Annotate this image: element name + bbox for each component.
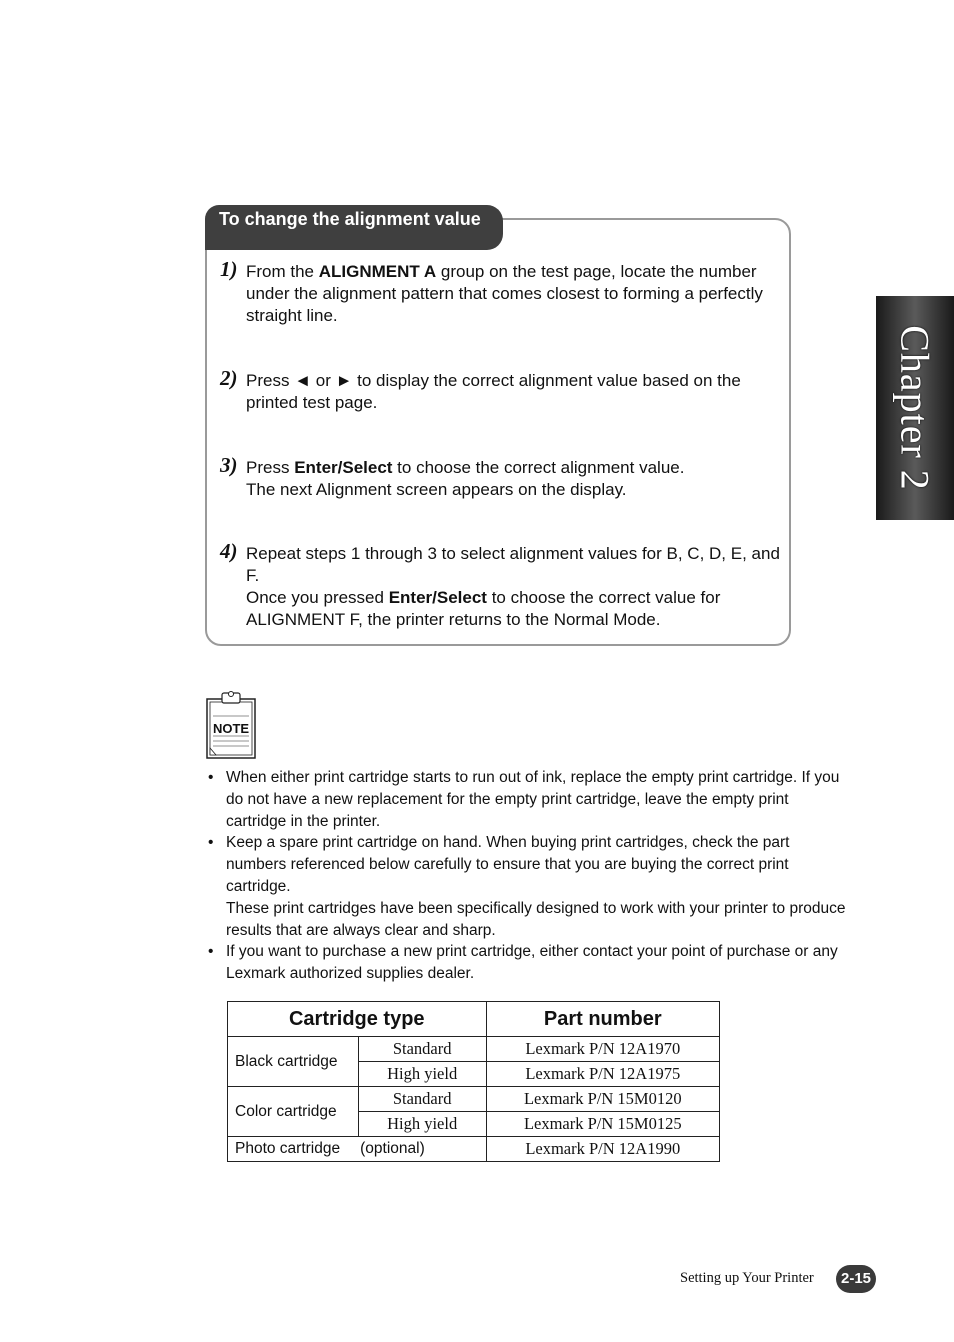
part-number-cell: Lexmark P/N 12A1990 (486, 1137, 719, 1162)
table-row (228, 1087, 720, 1112)
chapter-tab-label: Chapter 2 (892, 325, 938, 491)
variant-cell: Standard (358, 1037, 486, 1062)
procedure-title: To change the alignment value (205, 205, 503, 250)
step-text: Press Enter/Select to choose the correct alignment value. The next Alignment screen appears on the display. (246, 458, 685, 499)
note-clipboard-icon (206, 690, 256, 760)
table-row (228, 1137, 720, 1162)
step-text: Press ◄ or ► to display the correct alignment value based on the printed test page. (246, 371, 741, 412)
list-item: • Keep a spare print cartridge on hand. When buying print cartridges, check the part numbers referenced below carefully to ensure that you are buying the correct print cartridge. These print cartridges have been specifically designed to work with your printer to produce results that are always clear and sharp. (208, 834, 846, 939)
variant-cell: High yield (358, 1112, 486, 1137)
variant-cell: Standard (358, 1087, 486, 1112)
list-item: • When either print cartridge starts to run out of ink, replace the empty print cartridge. If you do not have a new replacement for the empty print cartridge, leave the empty print cartridge in the printer. (208, 769, 840, 830)
cartridge-table (227, 1001, 720, 1162)
right-arrow-icon: ► (335, 371, 353, 390)
chapter-tab (876, 296, 954, 520)
step-text: Repeat steps 1 through 3 to select alignment values for B, C, D, E, and F. Once you pressed Enter/Select to choose the correct value for ALIGNMENT F, the printer returns to the Normal Mode. (246, 544, 780, 629)
list-item: • If you want to purchase a new print cartridge, either contact your point of purchase or any Lexmark authorized supplies dealer. (208, 943, 838, 983)
bullet-icon: • (208, 943, 214, 961)
step-number: 3) (220, 453, 238, 477)
page-number-badge: 2-15 (836, 1265, 876, 1293)
note-icon-label: NOTE (212, 721, 250, 736)
table-row (228, 1037, 720, 1062)
note-list (208, 767, 848, 985)
step-3 (220, 453, 786, 501)
step-number: 1) (220, 257, 238, 281)
bullet-icon: • (208, 834, 214, 852)
step-2 (220, 366, 786, 414)
optional-note: (optional) (360, 1140, 425, 1157)
cartridge-type-cell: Photo cartridge (optional) (228, 1137, 487, 1162)
variant-cell: High yield (358, 1062, 486, 1087)
part-number-cell: Lexmark P/N 12A1970 (486, 1037, 719, 1062)
part-number-cell: Lexmark P/N 12A1975 (486, 1062, 719, 1087)
table-header-cartridge-type: Cartridge type (228, 1002, 487, 1037)
step-4 (220, 539, 786, 631)
cartridge-type-cell: Color cartridge (228, 1087, 359, 1137)
footer-section-title: Setting up Your Printer (680, 1270, 814, 1286)
step-text: From the ALIGNMENT A group on the test page, locate the number under the alignment pattern that comes closest to forming a perfectly straight line. (246, 262, 763, 325)
step-1 (220, 257, 786, 327)
cartridge-type-cell: Black cartridge (228, 1037, 359, 1087)
table-header-part-number: Part number (486, 1002, 719, 1037)
part-number-cell: Lexmark P/N 15M0125 (486, 1112, 719, 1137)
step-number: 4) (220, 539, 238, 563)
part-number-cell: Lexmark P/N 15M0120 (486, 1087, 719, 1112)
step-number: 2) (220, 366, 238, 390)
table-header-row (228, 1002, 720, 1037)
left-arrow-icon: ◄ (294, 371, 312, 390)
bullet-icon: • (208, 769, 214, 786)
